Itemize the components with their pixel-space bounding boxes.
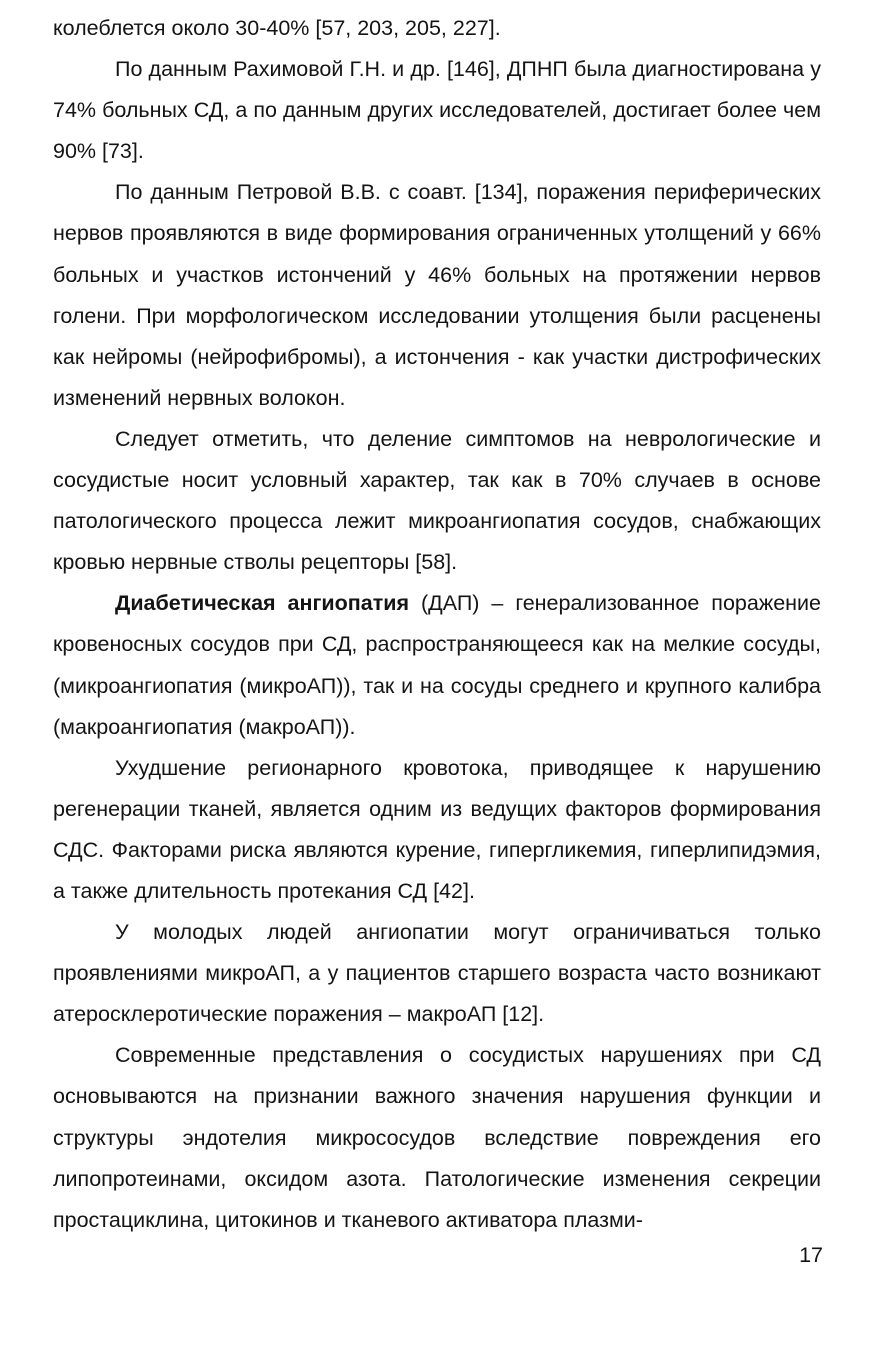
paragraph-angiopathy-definition [53, 583, 821, 747]
body-text [53, 8, 821, 1241]
paragraph-modern-concepts: Современные представления о сосудистых нарушениях при СД основываются на признании важного значения нарушения функции и структуры эндотелия микрососудов вследствие повреждения его липопротеинами, оксидом азота. Патологические изменения секреции простациклина, цитокинов и тканевого активатора плазми- [53, 1043, 821, 1232]
page-number: 17 [799, 1243, 823, 1267]
paragraph-peripheral-nerves: По данным Петровой В.В. с соавт. [134], поражения периферических нервов проявляются в виде формирования ограниченных утолщений у 66% больных и участков истончений у 46% больных на протяжении нервов голени. При морфологическом исследовании утолщения были расценены как нейромы (нейрофибромы), а истончения - как участки дистрофических изменений нервных волокон. [53, 180, 821, 410]
term-diabetic-angiopathy: Диабетическая ангиопатия [115, 591, 410, 616]
paragraph-symptom-division: Следует отметить, что деление симптомов на неврологические и сосудистые носит условный характер, так как в 70% случаев в основе патологического процесса лежит микроангиопатия сосудов, снабжающих кровью нервные стволы рецепторы [58]. [53, 426, 821, 575]
paragraph-continuation: колеблется около 30-40% [57, 203, 205, 227]. [53, 16, 501, 40]
paragraph-angiopathy-text: (ДАП) – генерализованное поражение кровеносных сосудов при СД, распространяющееся как на мелкие сосуды, (микроангиопатия (микроАП)), так и на сосуды среднего и крупного калибра (макроангиопатия (макроАП)). [53, 591, 821, 739]
paragraph-young-patients: У молодых людей ангиопатии могут ограничиваться только проявлениями микроАП, а у пациентов старшего возраста часто возникают атеросклеротические поражения – макроАП [12]. [53, 920, 821, 1027]
paragraph-blood-flow: Ухудшение регионарного кровотока, приводящее к нарушению регенерации тканей, является одним из ведущих факторов формирования СДС. Факторами риска являются курение, гипергликемия, гиперлипидэмия, а также длительность протекания СД [42]. [53, 755, 821, 903]
paragraph-dpnp-frequency: По данным Рахимовой Г.Н. и др. [146], ДПНП была диагностирована у 74% больных СД, а по данным других исследователей, достигает более чем 90% [73]. [53, 57, 821, 164]
